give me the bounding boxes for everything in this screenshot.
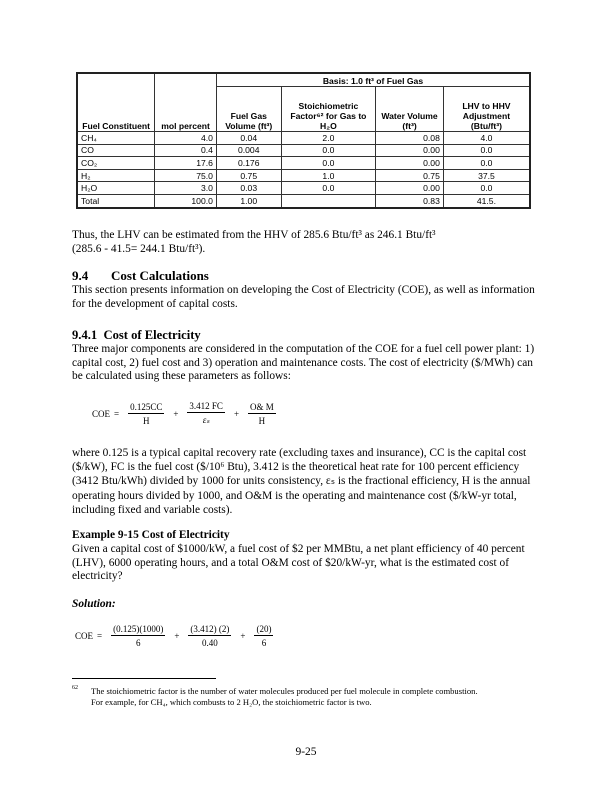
equals-sign: = xyxy=(97,631,103,641)
cell-factor: 0.0 xyxy=(281,157,376,170)
cell-fuel-vol: 0.004 xyxy=(216,144,281,157)
fraction-om: $\frac{O\& M}{H}$ xyxy=(250,401,274,426)
footnote-divider xyxy=(72,678,216,679)
cell-adj: 0.0 xyxy=(443,157,530,170)
footnote-line-1: The stoichiometric factor is the number of water molecules produced per fuel molecule in complete combustion. xyxy=(91,686,478,696)
cell-adj: 0.0 xyxy=(443,144,530,157)
cell-mol: 0.4 xyxy=(155,144,217,157)
cell-fuel-vol: 0.75 xyxy=(216,169,281,182)
cell-factor: 0.0 xyxy=(281,144,376,157)
lhv-paragraph xyxy=(72,229,542,256)
table-row xyxy=(77,182,530,195)
section-9-4-1-body: Three major components are considered in the computation of the COE for a fuel cell power plant: 1) capital cost, 2) fuel cost and 3) operation and maintenance costs. The cost of electricity ($/MWh) can be calculated using these parameters as follows: xyxy=(72,343,535,382)
plus-sign: + xyxy=(240,631,246,641)
example-title: Example 9-15 Cost of Electricity xyxy=(72,529,230,541)
cell-factor: 0.0 xyxy=(281,182,376,195)
section-number: 9.4.1 xyxy=(72,328,98,342)
section-heading-9-4 xyxy=(72,268,209,284)
table-row xyxy=(77,157,530,170)
fuel-gas-table xyxy=(76,72,531,209)
cell-mol: 17.6 xyxy=(155,157,217,170)
cell-factor xyxy=(281,194,376,207)
cell-adj: 41.5. xyxy=(443,194,530,207)
cell-constituent: CH₄ xyxy=(77,132,155,145)
footnote xyxy=(72,686,552,708)
section-title: Cost Calculations xyxy=(111,268,209,283)
section-heading-9-4-1 xyxy=(72,328,201,343)
plus-sign: + xyxy=(173,408,179,419)
cell-factor: 2.0 xyxy=(281,132,376,145)
definitions-paragraph: where 0.125 is a typical capital recovery rate (excluding taxes and insurance), CC is the capital cost ($/kW), FC is the fuel cost ($/10⁶ Btu), 3.412 is the theoretical heat rate for 100 percent efficiency (3412 Btu/kWh) divided by 1000 for units consistency, εₛ is the fractional efficiency, H is the annual operating hours divided by 1000, and O&M is the operating and maintenance cost ($/kW-yr total, including fixed and variable costs). xyxy=(72,447,531,516)
header-lhv-hhv-adjustment: LHV to HHV Adjustment (Btu/ft³) xyxy=(443,87,530,132)
fraction-capital: $\frac{(0.125)(1000)}{6}$ xyxy=(113,624,164,648)
table-row xyxy=(77,144,530,157)
footnote-line-2: For example, for CH₄, which combusts to 2 H₂O, the stoichiometric factor is two. xyxy=(91,697,372,707)
footnote-mark: 62 xyxy=(72,685,78,691)
cell-mol: 75.0 xyxy=(155,169,217,182)
table-row xyxy=(77,169,530,182)
plus-sign: + xyxy=(174,631,180,641)
cell-fuel-vol: 0.176 xyxy=(216,157,281,170)
section-title: Cost of Electricity xyxy=(103,328,201,342)
header-fuel-constituent: Fuel Constituent xyxy=(77,73,155,132)
cell-mol: 100.0 xyxy=(155,194,217,207)
header-mol-percent: mol percent xyxy=(155,73,217,132)
example-body: Given a capital cost of $1000/kW, a fuel cost of $2 per MMBtu, a net plant efficiency of 40 percent (LHV), 6000 operating hours, and a total O&M cost of $20/kW-yr, what is the estimated cost of electricity? xyxy=(72,543,525,582)
page-number: 9-25 xyxy=(295,746,317,758)
lhv-line-2: (285.6 - 41.5= 244.1 Btu/ft³). xyxy=(72,242,206,255)
cell-water-vol: 0.75 xyxy=(376,169,444,182)
fraction-om: $\frac{(20)}{6}$ xyxy=(256,624,272,648)
cell-adj: 4.0 xyxy=(443,132,530,145)
table-row-total xyxy=(77,194,530,207)
formula-lhs: COE xyxy=(75,631,93,641)
cell-mol: 3.0 xyxy=(155,182,217,195)
cell-water-vol: 0.08 xyxy=(376,132,444,145)
cell-water-vol: 0.83 xyxy=(376,194,444,207)
cell-constituent: H₂O xyxy=(77,182,155,195)
header-water-volume: Water Volume (ft³) xyxy=(376,87,444,132)
lhv-line-1: Thus, the LHV can be estimated from the HHV of 285.6 Btu/ft³ as 246.1 Btu/ft³ xyxy=(72,229,436,241)
table-row xyxy=(77,132,530,145)
fraction-fuel: $\frac{(3.412) (2)}{0.40}$ xyxy=(190,624,230,648)
cell-factor: 1.0 xyxy=(281,169,376,182)
cell-fuel-vol: 0.04 xyxy=(216,132,281,145)
cell-constituent: Total xyxy=(77,194,155,207)
solution-formula xyxy=(75,624,278,648)
coe-formula xyxy=(92,401,281,426)
cell-mol: 4.0 xyxy=(155,132,217,145)
cell-fuel-vol: 0.03 xyxy=(216,182,281,195)
cell-adj: 37.5 xyxy=(443,169,530,182)
cell-constituent: CO₂ xyxy=(77,157,155,170)
cell-fuel-vol: 1.00 xyxy=(216,194,281,207)
formula-lhs: COE xyxy=(92,408,110,419)
header-stoichiometric-factor: Stoichiometric Factor⁶² for Gas to H₂O xyxy=(281,87,376,132)
header-basis: Basis: 1.0 ft³ of Fuel Gas xyxy=(216,73,530,87)
fraction-capital: $\frac{0.125CC}{H}$ xyxy=(130,401,163,426)
cell-adj: 0.0 xyxy=(443,182,530,195)
plus-sign: + xyxy=(233,408,240,419)
section-9-4-body: This section presents information on developing the Cost of Electricity (COE), as well as information for the development of capital costs. xyxy=(72,284,535,310)
cell-water-vol: 0.00 xyxy=(376,182,444,195)
header-fuel-gas-volume: Fuel Gas Volume (ft³) xyxy=(216,87,281,132)
section-number: 9.4 xyxy=(72,268,89,283)
cell-constituent: H₂ xyxy=(77,169,155,182)
equals-sign: = xyxy=(114,408,120,419)
cell-water-vol: 0.00 xyxy=(376,144,444,157)
cell-water-vol: 0.00 xyxy=(376,157,444,170)
cell-constituent: CO xyxy=(77,144,155,157)
fraction-fuel: $\frac{3.412 FC}{\text{εₛ}}$ xyxy=(189,401,223,425)
solution-label: Solution: xyxy=(72,598,116,610)
